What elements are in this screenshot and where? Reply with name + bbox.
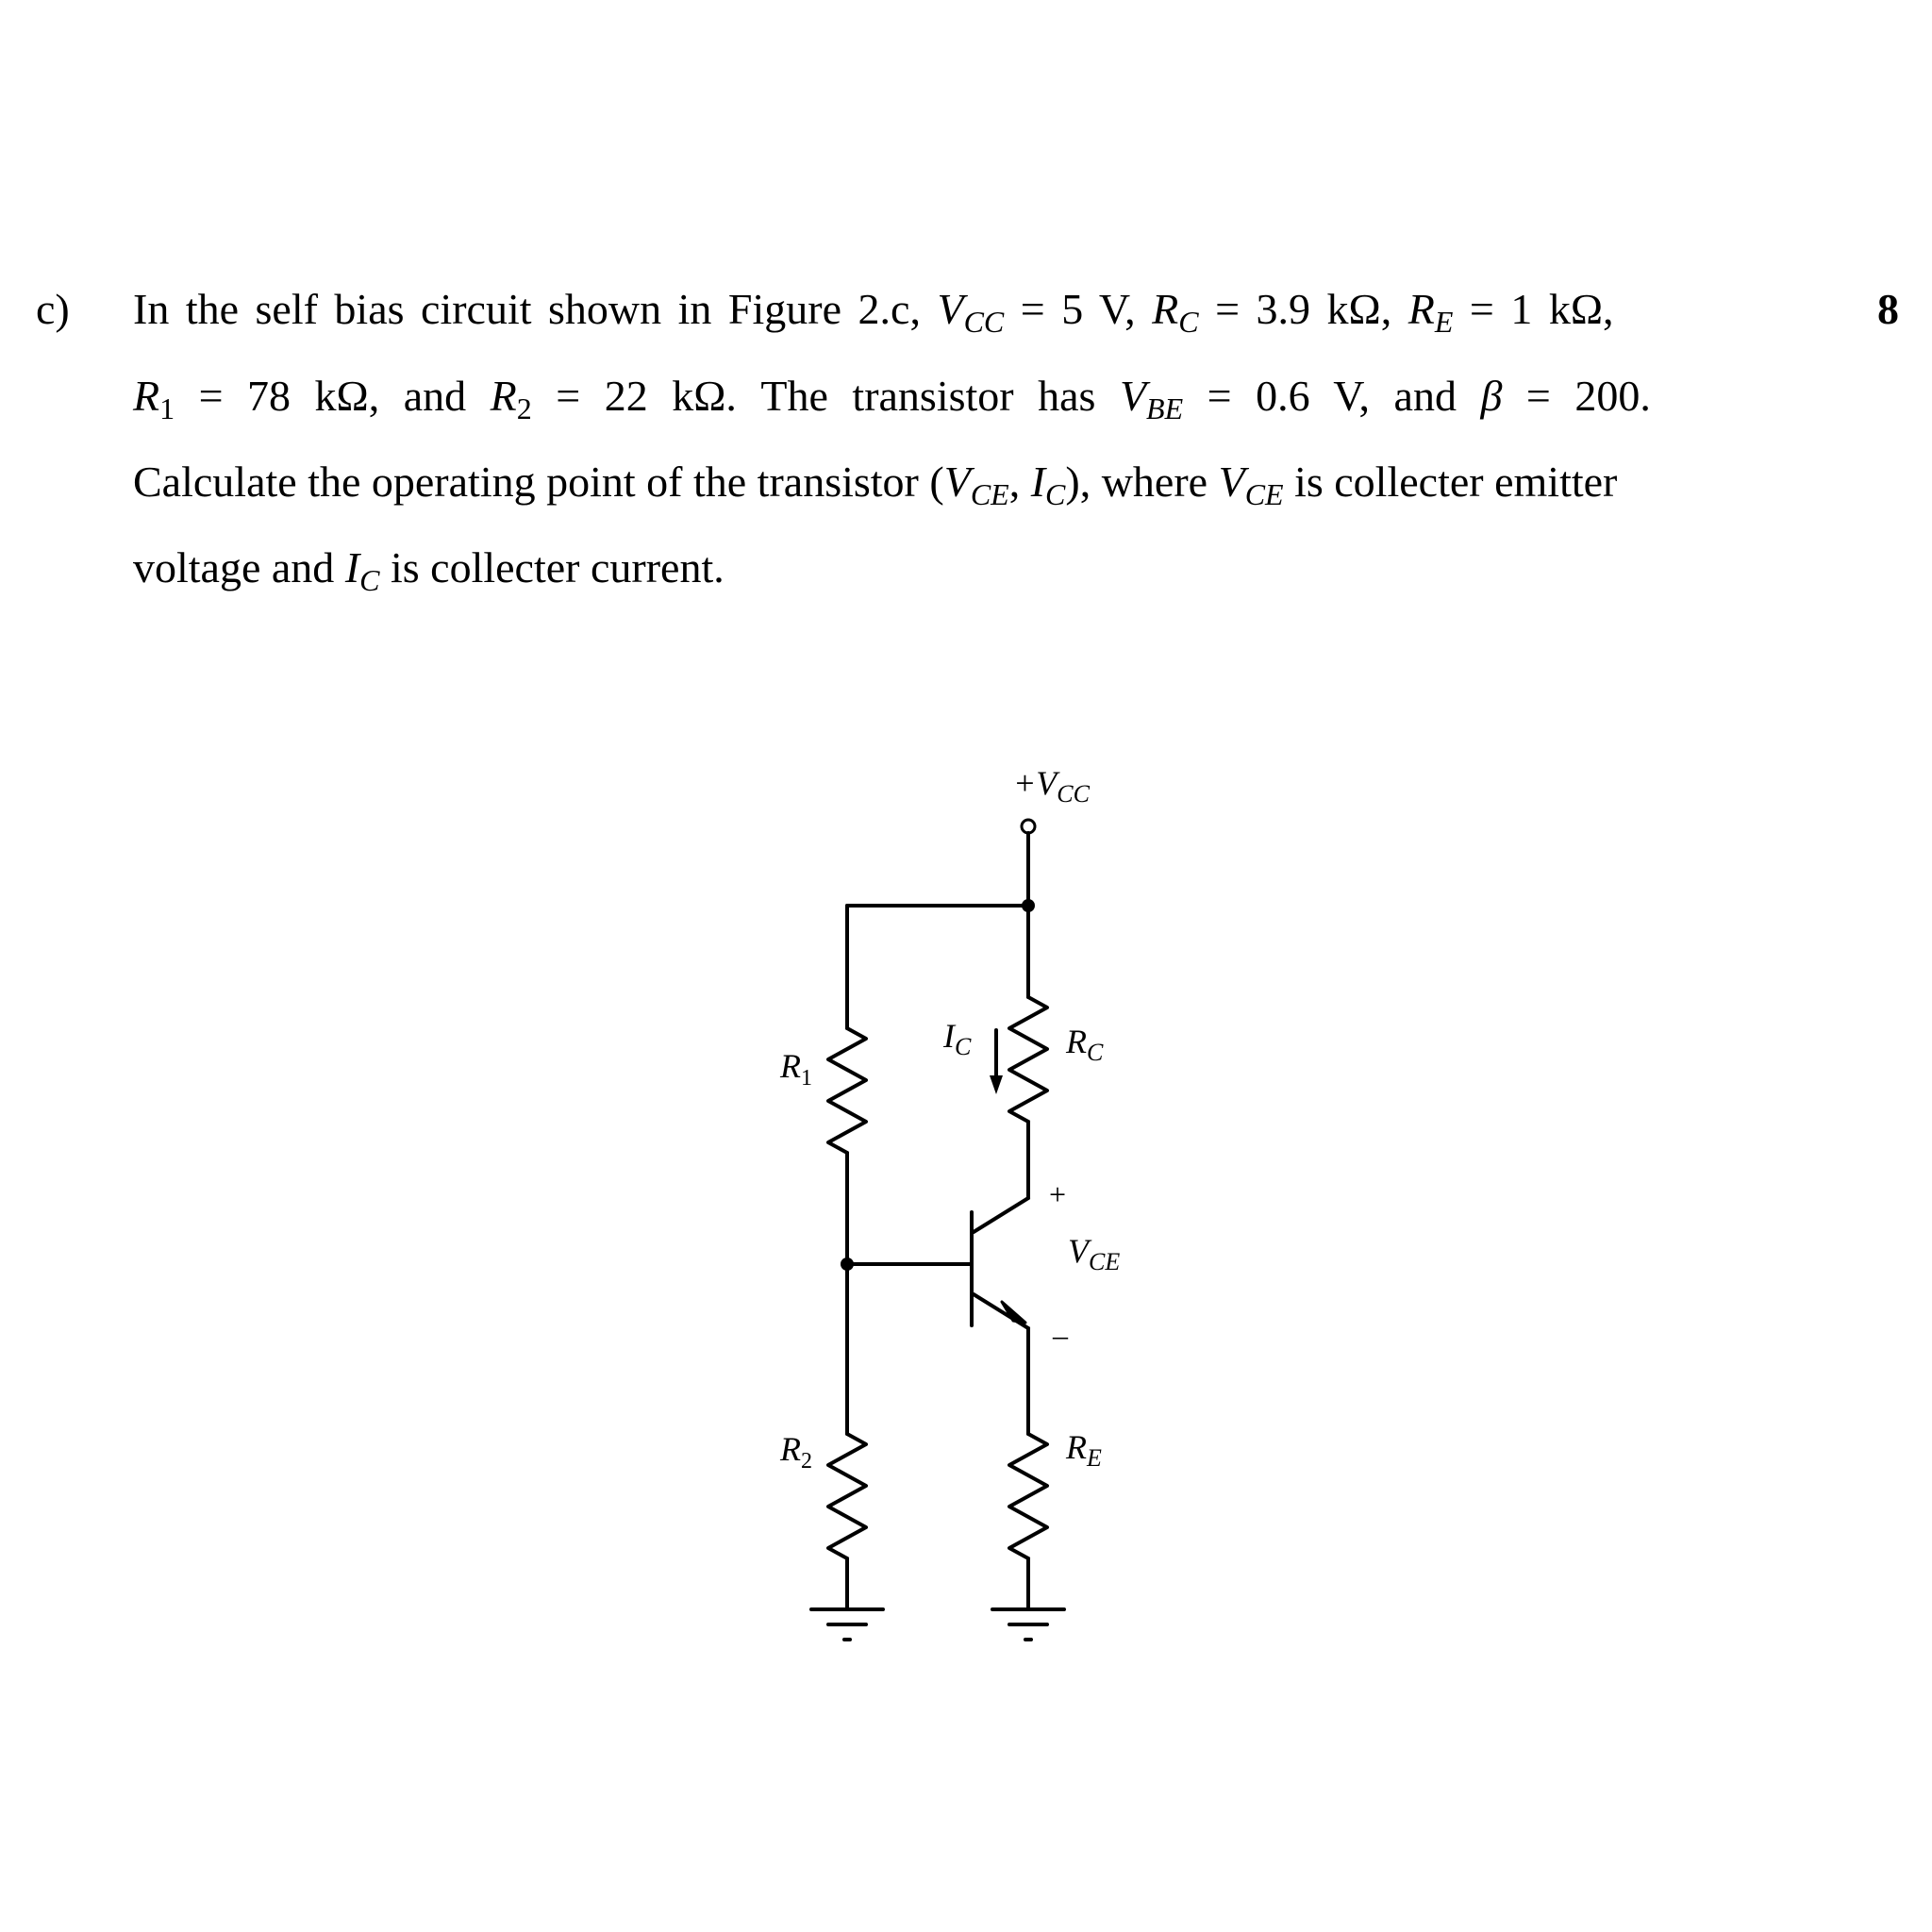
r1-label: $R_1$ [780,1047,812,1091]
question-line-4: voltage and $I_C$ is collecter current. [133,543,724,597]
question-line-2: $R_1 = 78$ kΩ, and $R_2 = 22$ kΩ. The transistor has $V_{BE} = 0.6$ V, and β = 200. [133,372,1651,425]
junction-dot-base [841,1257,854,1271]
marks: 8 [1877,285,1899,333]
junction-dot-top [1022,899,1035,912]
re-label: $R_E$ [1066,1428,1102,1472]
re-resistor [1009,1434,1047,1558]
ic-arrow-head [990,1075,1003,1094]
r2-label: $R_2$ [780,1430,812,1474]
question-line-3: Calculate the operating point of the transistor ($V_{CE}$, $I_C$), where $V_{CE}$ is collecter emitter [133,458,1618,511]
vce-minus-sign: – [1053,1318,1068,1352]
question-line-1: In the self bias circuit shown in Figure 2.c, $V_{CC} = 5$ V, $R_C = 3.9$ kΩ, $R_E = 1$ kΩ, [133,285,1614,339]
ic-label: $I_C$ [943,1017,972,1060]
r1-resistor [828,1028,866,1153]
rc-label: $R_C$ [1066,1023,1104,1066]
vcc-label: $+V_{CC}$ [1013,764,1090,808]
vce-label: $V_{CE}$ [1068,1232,1121,1275]
rc-resistor [1009,997,1047,1122]
vce-plus-sign: + [1049,1177,1067,1211]
vcc-terminal [1022,820,1035,833]
question-label: c) [36,285,70,333]
r2-resistor [828,1434,866,1558]
collector-lead [974,1198,1028,1232]
